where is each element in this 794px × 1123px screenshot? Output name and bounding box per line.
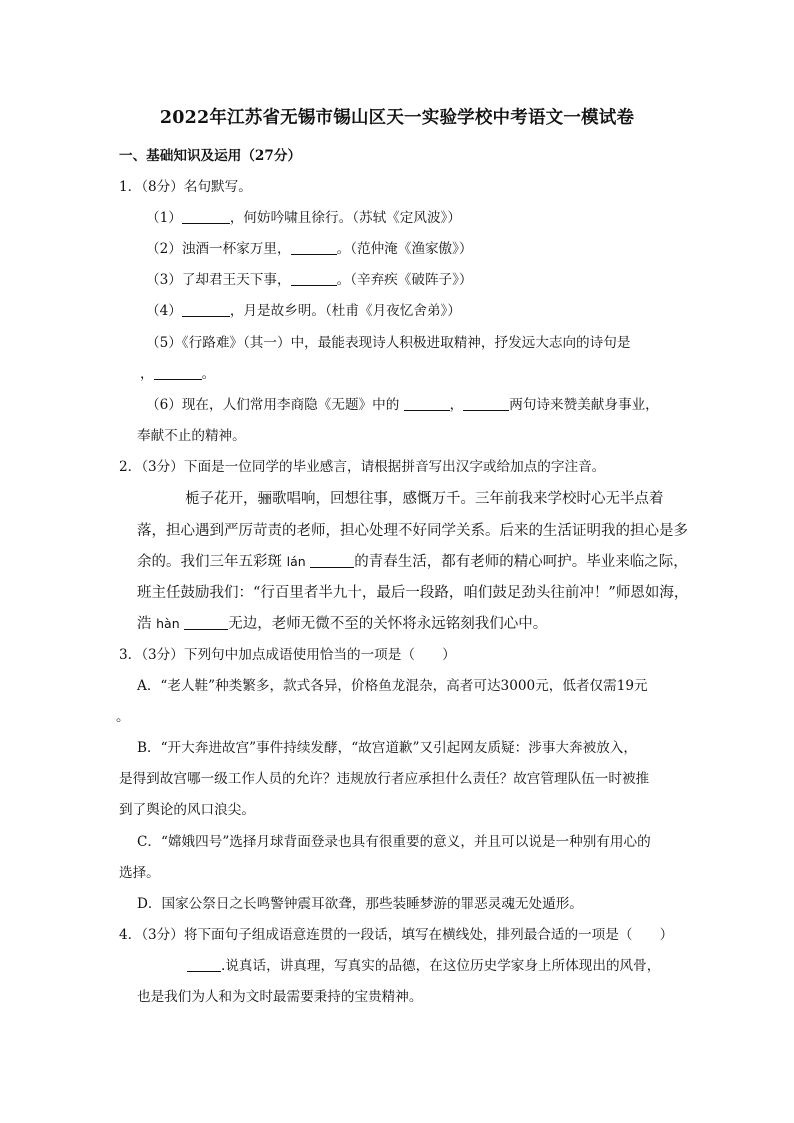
q2-passage-text: 浩 [137,616,157,632]
q1-item-6 [146,395,659,415]
q1-item-1-text: ，何妨吟啸且徐行。（苏轼《定风波》） [229,210,461,226]
q2-passage-text: 无边，老师无微不至的关怀将永远铭刻我们心中。 [228,616,548,632]
q4-stem: 4．（3分）将下面句子组成语意连贯的一段话，填写在横线处，排列最合适的一项是（ ） [119,927,674,943]
q2-passage-text: 余的。我们三年五彩斑 [137,554,287,570]
q1-item-5: （5）《行路难》（其一）中，最能表现诗人积极进取精神，抒发远大志向的诗句是 [146,335,631,351]
q1-item-3 [146,270,473,290]
q3-option-b-cont-2: 到了舆论的风口浪尖。 [119,802,255,818]
q1-stem: 1．（8分）名句默写。 [119,179,252,195]
answer-blank[interactable] [182,302,230,317]
q2-passage-line-5 [137,613,547,635]
q2-passage-line-2: 落，担心遇到严厉苛责的老师，担心处理不好同学关系。后来的生活证明我的担心是多 [137,523,688,539]
q1-item-4-prefix: （4） [146,303,182,319]
q3-option-d[interactable]: D．国家公祭日之长鸣警钟震耳欲聋，那些装睡梦游的罪恶灵魂无处遁形。 [137,896,583,912]
q1-item-5-period: 。 [201,366,216,382]
q3-stem: 3．（3分）下列句中加点成语使用恰当的一项是（ ） [119,647,456,663]
q1-item-6-text: （6）现在，人们常用李商隐《无题》中的 [146,397,404,413]
answer-blank[interactable] [404,396,450,411]
q1-item-5-comma: ， [140,366,154,382]
q4-text-line-2: 也是我们为人和为文时最需要秉持的宝贵精神。 [137,989,423,1005]
q1-item-6-cont: 奉献不止的精神。 [137,428,246,444]
q2-passage-line-3 [137,551,688,573]
q1-item-3-text: （3）了却君王天下事， [146,272,291,288]
answer-blank[interactable] [154,365,202,380]
q3-option-c-cont: 选择。 [119,865,160,881]
q2-passage-line-1: 栀子花开，骊歌唱响，回想往事，感慨万千。三年前我来学校时心无半点着 [185,491,664,507]
pinyin-hint: hàn [156,616,180,631]
q1-item-4-text: ，月是故乡明。（杜甫《月夜忆舍弟》） [229,303,461,319]
q3-option-a-cont: 。 [116,709,130,725]
answer-blank[interactable] [187,957,221,972]
q2-stem: 2．（3分）下面是一位同学的毕业感言，请根据拼音写出汉字或给加点的字注音。 [119,459,606,475]
q1-item-2-text: （2）浊酒一杯家万里， [146,241,291,257]
q3-option-b-cont-1: 是得到故宫哪一级工作人员的允许？违规放行者应承担什么责任？故宫管理队伍一时被推 [119,771,650,787]
q4-text-line-1 [187,956,660,976]
q2-passage-text: 的青春生活，都有老师的精心呵护。毕业来临之际， [354,554,688,570]
q3-option-b[interactable]: B．“开大奔进故宫”事件持续发酵，“故宫道歉”又引起网友质疑：涉事大奔被放入， [137,740,637,756]
q1-item-1 [146,208,461,228]
q2-passage-line-4: 班主任鼓励我们：“行百里者半九十，最后一段路，咱们鼓足劲头往前冲！”师恩如海， [137,585,689,601]
answer-blank[interactable] [291,271,337,286]
q4-text: .说真话，讲真理，写真实的品德，在这位历史学家身上所体现出的风骨， [221,958,661,974]
answer-blank[interactable] [182,209,230,224]
q1-item-6-text2: 两句诗来赞美献身事业， [509,397,659,413]
q1-item-1-prefix: （1） [146,210,182,226]
q1-item-2 [146,239,473,259]
q1-item-6-comma: ， [449,397,464,413]
answer-blank[interactable] [184,615,228,630]
q3-option-a[interactable]: A．“老人鞋”种类繁多，款式各异，价格鱼龙混杂，高者可达3000元，低者仅需19元 [137,678,648,694]
pinyin-hint: lán [286,554,306,569]
answer-blank[interactable] [310,553,354,568]
q1-item-2-source: 。（范仲淹《渔家傲》） [336,241,473,257]
q1-item-5-blanks [140,364,215,384]
q3-option-c[interactable]: C．“嫦娥四号”选择月球背面登录也具有很重要的意义，并且可以说是一种别有用心的 [137,834,651,850]
q1-item-4 [146,301,461,321]
answer-blank[interactable] [463,396,509,411]
section-heading: 一、基础知识及运用（27分） [119,148,302,164]
q1-item-3-source: 。（辛弃疾《破阵子》） [336,272,473,288]
page-title: 2022年江苏省无锡市锡山区天一实验学校中考语文一模试卷 [159,108,635,128]
answer-blank[interactable] [291,240,337,255]
